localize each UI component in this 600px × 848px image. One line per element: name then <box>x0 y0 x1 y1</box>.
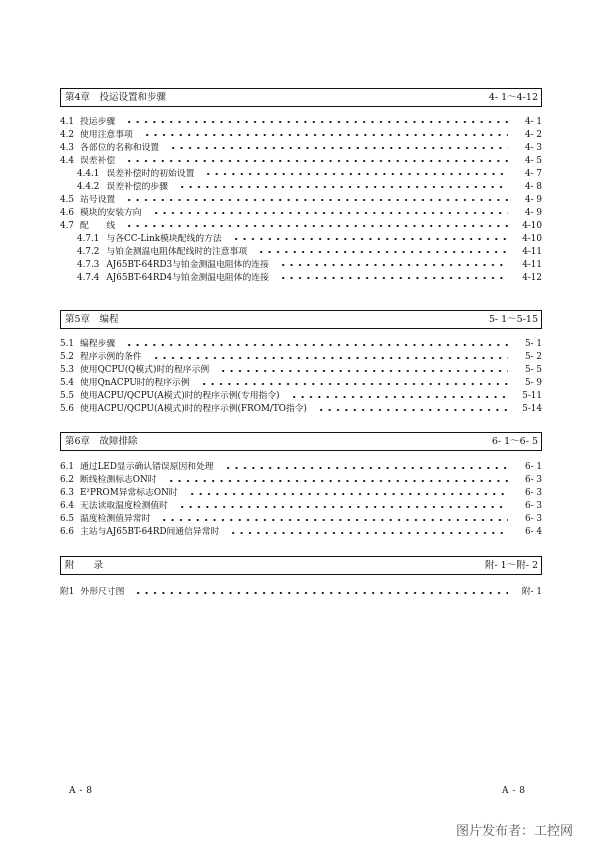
entry-number: 5.2 <box>60 352 74 362</box>
toc-entry[interactable] <box>60 500 542 513</box>
toc-subentry[interactable] <box>60 233 542 246</box>
entry-number: 附1 <box>60 587 75 597</box>
entry-page: 5- 1 <box>525 339 542 349</box>
dot-leader <box>232 237 508 241</box>
entry-page: 5- 5 <box>525 365 542 375</box>
toc-subentry[interactable] <box>60 181 542 194</box>
entry-number: 5.3 <box>60 365 74 375</box>
dot-leader <box>125 343 508 347</box>
dot-leader <box>257 250 508 254</box>
entry-title: 投运步骤 <box>80 116 116 127</box>
entry-title: 外形尺寸图 <box>80 587 125 597</box>
entry-number: 4.4.1 <box>77 168 100 179</box>
toc-entry[interactable] <box>60 220 542 233</box>
dot-leader <box>200 382 508 386</box>
entry-title: 温度检测值异常时 <box>80 514 151 524</box>
entry-title: 各部位的名称和设置 <box>80 142 160 153</box>
dot-leader <box>125 198 508 202</box>
chapter-title: 第4章 投运设置和步骤 <box>65 91 167 103</box>
entry-page: 5- 2 <box>525 352 542 362</box>
toc-entry[interactable] <box>60 129 542 142</box>
appendix-entries <box>60 586 542 599</box>
chapter-5-header <box>60 310 542 329</box>
dot-leader <box>134 591 508 595</box>
entry-number: 4.1 <box>60 116 74 127</box>
entry-title: E²PROM异常标志ON时 <box>80 488 178 498</box>
entry-title: 编程步骤 <box>80 339 116 349</box>
toc-entry[interactable] <box>60 513 542 526</box>
entry-page: 6- 4 <box>525 527 542 537</box>
entry-page: 6- 3 <box>525 488 542 498</box>
chapter-6-header <box>60 432 542 451</box>
entry-page: 6- 3 <box>525 475 542 485</box>
chapter-5-entries <box>60 338 542 416</box>
chapter-title: 第5章 编程 <box>65 313 119 325</box>
entry-number: 6.3 <box>60 488 74 498</box>
dot-leader <box>178 185 508 189</box>
entry-page: 附- 1 <box>521 587 542 597</box>
dot-leader <box>167 479 509 483</box>
chapter-title: 附 录 <box>65 559 104 571</box>
dot-leader <box>279 276 508 280</box>
entry-title: 主站与AJ65BT-64RD间通信异常时 <box>80 527 220 537</box>
entry-title: 通过LED显示确认错误原因和处理 <box>80 462 214 472</box>
toc-entry[interactable] <box>60 142 542 155</box>
entry-number: 4.6 <box>60 207 74 218</box>
entry-title: 无法读取温度检测值时 <box>80 501 168 511</box>
entry-number: 4.7.2 <box>77 246 100 257</box>
entry-number: 6.4 <box>60 501 74 511</box>
entry-page: 4- 7 <box>525 168 542 179</box>
entry-number: 4.7.1 <box>77 233 100 244</box>
chapter-page-range: 4- 1～4-12 <box>488 91 538 103</box>
entry-number: 5.4 <box>60 378 74 388</box>
dot-leader <box>160 518 508 522</box>
entry-number: 5.6 <box>60 404 74 414</box>
entry-page: 4- 5 <box>525 155 542 166</box>
entry-number: 6.2 <box>60 475 74 485</box>
toc-entry[interactable] <box>60 586 542 599</box>
entry-page: 5-11 <box>522 391 542 401</box>
entry-page: 4- 1 <box>525 116 542 127</box>
entry-title: 与铂金测温电阻体配线时的注意事项 <box>106 246 248 257</box>
toc-entry[interactable] <box>60 155 542 168</box>
entry-title: 使用ACPU/QCPU(A模式)时的程序示例(专用指令) <box>80 391 280 401</box>
appendix-header <box>60 556 542 575</box>
dot-leader <box>125 159 508 163</box>
entry-title: 断线检测标志ON时 <box>80 475 157 485</box>
dot-leader <box>169 146 508 150</box>
page-number-right: A - 8 <box>502 786 526 796</box>
entry-title: 误差补偿时的初始设置 <box>106 168 195 179</box>
dot-leader <box>279 263 508 267</box>
entry-title: 与各CC-Link模块配线的方法 <box>106 233 222 244</box>
entry-number: 4.2 <box>60 129 74 140</box>
dot-leader <box>125 224 508 228</box>
dot-leader <box>188 492 508 496</box>
entry-page: 6- 3 <box>525 501 542 511</box>
entry-page: 4-11 <box>522 246 542 257</box>
watermark: 图片发布者：工控网 <box>456 824 574 839</box>
entry-title: 模块的安装方向 <box>80 207 142 218</box>
toc-entry[interactable] <box>60 526 542 539</box>
entry-title: AJ65BT-64RD3与铂金测温电阻体的连接 <box>106 259 269 270</box>
dot-leader <box>152 356 508 360</box>
entry-page: 4- 9 <box>525 207 542 218</box>
entry-page: 6- 1 <box>525 462 542 472</box>
chapter-page-range: 附- 1～附- 2 <box>484 559 538 571</box>
entry-number: 6.5 <box>60 514 74 524</box>
toc-entry[interactable] <box>60 377 542 390</box>
entry-page: 5- 9 <box>525 378 542 388</box>
entry-page: 4- 2 <box>525 129 542 140</box>
dot-leader <box>125 120 508 124</box>
entry-page: 4- 3 <box>525 142 542 153</box>
entry-page: 4- 9 <box>525 194 542 205</box>
toc-entry[interactable] <box>60 338 542 351</box>
toc-entry[interactable] <box>60 474 542 487</box>
toc-entry[interactable] <box>60 461 542 474</box>
toc-subentry[interactable] <box>60 259 542 272</box>
entry-page: 4-10 <box>522 220 542 231</box>
chapter-4-header <box>60 88 542 107</box>
toc-subentry[interactable] <box>60 168 542 181</box>
entry-page: 4- 8 <box>525 181 542 192</box>
toc-entry[interactable] <box>60 364 542 377</box>
entry-page: 5-14 <box>522 404 542 414</box>
entry-page: 4-12 <box>522 272 542 283</box>
dot-leader <box>152 211 508 215</box>
entry-number: 4.4.2 <box>77 181 100 192</box>
entry-title: 误差补偿的步骤 <box>106 181 168 192</box>
entry-title: 误差补偿 <box>80 155 116 166</box>
chapter-4-entries <box>60 116 542 285</box>
entry-title: 使用QCPU(Q模式)时的程序示例 <box>80 365 210 375</box>
dot-leader <box>219 369 508 373</box>
entry-title: 使用ACPU/QCPU(A模式)时的程序示例(FROM/TO指令) <box>80 404 307 414</box>
toc-entry[interactable] <box>60 403 542 416</box>
dot-leader <box>178 505 508 509</box>
toc-entry[interactable] <box>60 207 542 220</box>
dot-leader <box>290 395 508 399</box>
dot-leader <box>229 531 508 535</box>
entry-title: 使用注意事项 <box>80 129 133 140</box>
entry-number: 4.7 <box>60 220 74 231</box>
chapter-title: 第6章 故障排除 <box>65 435 138 447</box>
toc-entry[interactable] <box>60 351 542 364</box>
entry-number: 4.7.4 <box>77 272 100 283</box>
chapter-page-range: 6- 1～6- 5 <box>491 435 538 447</box>
entry-title: 配 线 <box>80 220 116 231</box>
entry-number: 6.6 <box>60 527 74 537</box>
toc-subentry[interactable] <box>60 246 542 259</box>
toc-subentry[interactable] <box>60 272 542 285</box>
entry-number: 4.5 <box>60 194 74 205</box>
chapter-6-entries <box>60 461 542 539</box>
entry-title: 使用QnACPU时的程序示例 <box>80 378 190 388</box>
entry-number: 5.5 <box>60 391 74 401</box>
entry-title: 站号设置 <box>80 194 116 205</box>
dot-leader <box>204 172 508 176</box>
entry-page: 6- 3 <box>525 514 542 524</box>
toc-entry[interactable] <box>60 390 542 403</box>
entry-title: AJ65BT-64RD4与铂金测温电阻体的连接 <box>106 272 269 283</box>
entry-number: 4.4 <box>60 155 74 166</box>
chapter-page-range: 5- 1～5-15 <box>488 313 538 325</box>
entry-page: 4-10 <box>522 233 542 244</box>
entry-number: 5.1 <box>60 339 74 349</box>
dot-leader <box>224 466 508 470</box>
entry-number: 4.3 <box>60 142 74 153</box>
entry-number: 6.1 <box>60 462 74 472</box>
entry-page: 4-11 <box>522 259 542 270</box>
toc-entry[interactable] <box>60 487 542 500</box>
dot-leader <box>143 133 508 137</box>
entry-number: 4.7.3 <box>77 259 100 270</box>
toc-entry[interactable] <box>60 116 542 129</box>
page-number-left: A - 8 <box>69 786 93 796</box>
toc-entry[interactable] <box>60 194 542 207</box>
entry-title: 程序示例的条件 <box>80 352 142 362</box>
dot-leader <box>317 408 508 412</box>
